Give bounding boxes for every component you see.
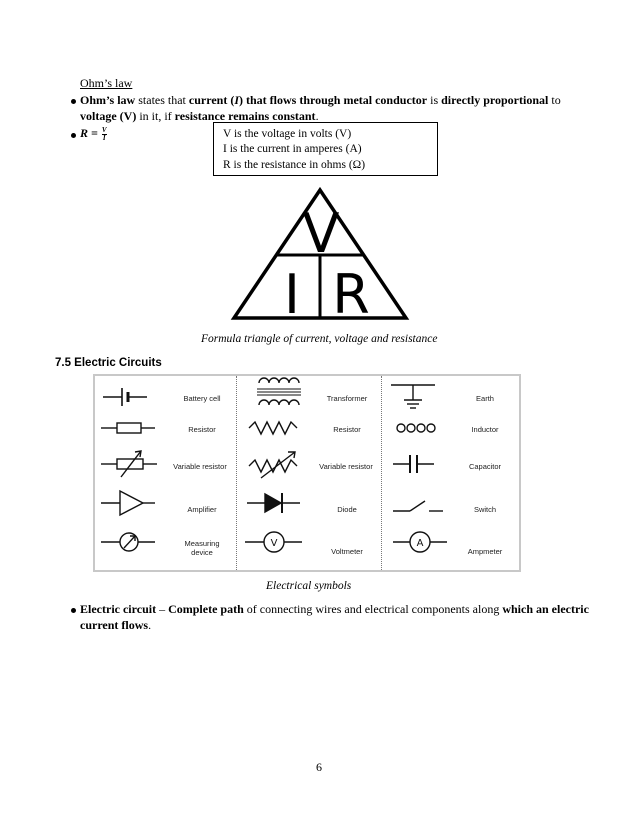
text: . — [148, 618, 152, 632]
bullet-dot — [71, 99, 76, 104]
triangle-caption: Formula triangle of current, voltage and resistance — [201, 333, 438, 345]
text: of connecting wires and electrical components along — [243, 602, 503, 616]
formula — [80, 126, 107, 142]
label-variable-resistor-2: Variable resistor — [319, 462, 373, 471]
ammeter-letter: A — [416, 538, 424, 549]
section-title: 7.5 Electric Circuits — [55, 357, 162, 369]
label-transformer: Transformer — [326, 394, 368, 403]
voltmeter-letter: V — [270, 538, 278, 549]
resistor-zigzag-icon — [249, 422, 297, 434]
label-battery-cell: Battery cell — [183, 394, 221, 403]
ohms-law-heading: Ohm’s law — [80, 76, 133, 90]
fraction-numerator: V — [101, 125, 107, 134]
resistor-box-icon — [101, 423, 155, 433]
ohms-law-statement-line2 — [80, 109, 319, 123]
definition-current: I is the current in amperes (A) — [223, 143, 362, 155]
label-inductor: Inductor — [471, 425, 499, 434]
text: states that — [135, 93, 189, 107]
text: – — [156, 602, 169, 616]
earth-icon — [391, 385, 435, 408]
triangle-v-label: V — [302, 202, 340, 265]
text: . — [315, 109, 319, 123]
label-ampmeter: Ampmeter — [467, 547, 503, 556]
variable-resistor-box-icon — [101, 451, 157, 477]
bold-text: current flows — [80, 618, 149, 632]
triangle-r-label: R — [332, 263, 370, 322]
label-variable-resistor: Variable resistor — [173, 462, 227, 471]
battery-cell-icon — [103, 388, 147, 406]
circuit-definition-line2 — [80, 618, 151, 632]
formula-lhs: R = — [80, 126, 98, 140]
bold-text: ) that flows through metal conductor — [239, 93, 428, 107]
amplifier-icon — [101, 491, 155, 515]
label-diode: Diode — [337, 505, 357, 514]
bold-text: Complete path — [168, 602, 244, 616]
bold-text: resistance remains constant — [174, 109, 316, 123]
measuring-device-icon — [101, 533, 155, 551]
italic-i: I — [234, 93, 239, 107]
bullet-dot — [71, 133, 76, 138]
bullet-dot — [71, 608, 76, 613]
label-amplifier: Amplifier — [187, 505, 217, 514]
inductor-icon — [397, 424, 435, 432]
text: in it, if — [136, 109, 175, 123]
text: is — [427, 93, 442, 107]
transformer-icon — [257, 378, 301, 405]
fraction-denominator: I — [102, 133, 106, 142]
bold-text: current ( — [188, 93, 235, 107]
label-capacitor: Capacitor — [468, 462, 502, 471]
diode-icon — [247, 493, 300, 513]
text: to — [548, 93, 561, 107]
label-voltmeter: Voltmeter — [331, 547, 363, 556]
definition-voltage: V is the voltage in volts (V) — [223, 128, 352, 140]
definitions-box — [213, 122, 438, 176]
variable-resistor-zigzag-icon — [249, 452, 297, 478]
bold-text: directly proportional — [441, 93, 549, 107]
definition-resistance: R is the resistance in ohms (Ω) — [223, 159, 366, 171]
ohms-law-statement-line1 — [80, 93, 561, 107]
term-ohms-law: Ohm’s law — [80, 93, 136, 107]
bold-text: which an electric — [502, 602, 589, 616]
page-number: 6 — [316, 760, 322, 774]
symbols-drawing — [95, 376, 519, 570]
triangle-i-label: I — [284, 263, 300, 322]
term-electric-circuit: Electric circuit — [80, 602, 157, 616]
label-measuring-device: Measuring device — [184, 539, 220, 557]
electrical-symbols-table — [93, 374, 521, 572]
symbols-caption: Electrical symbols — [266, 580, 352, 592]
bold-text: voltage (V) — [80, 109, 137, 123]
circuit-definition-line1 — [80, 602, 589, 616]
label-resistor: Resistor — [188, 425, 216, 434]
label-switch: Switch — [473, 505, 497, 514]
label-earth: Earth — [476, 394, 494, 403]
formula-fraction — [102, 127, 107, 142]
label-resistor-2: Resistor — [333, 425, 361, 434]
formula-triangle — [230, 187, 410, 322]
switch-icon — [393, 501, 443, 511]
capacitor-icon — [393, 455, 434, 473]
